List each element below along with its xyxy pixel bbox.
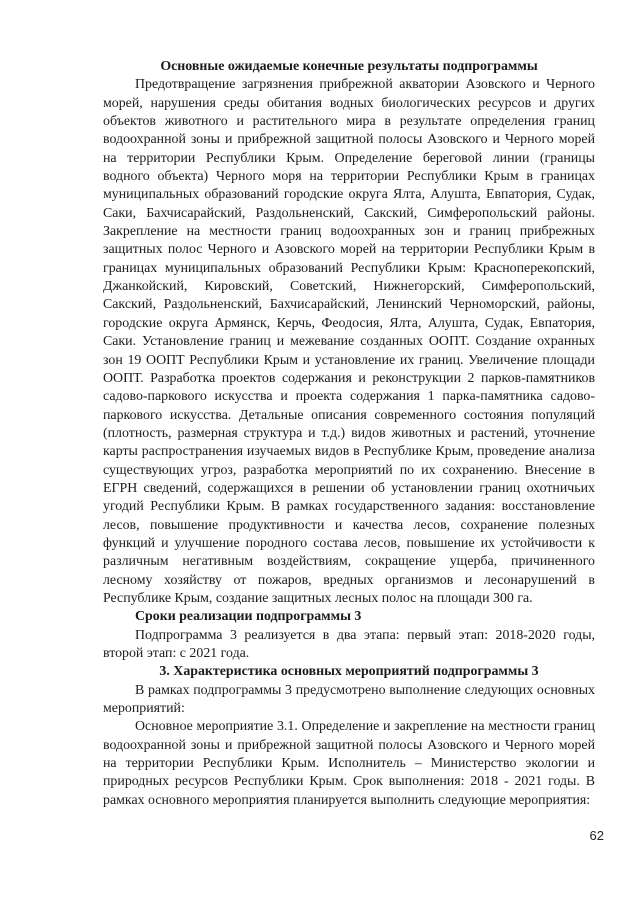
heading-expected-results: Основные ожидаемые конечные результаты подпрограммы (160, 59, 538, 74)
page-text (103, 58, 595, 810)
paragraph-expected-results: Предотвращение загрязнения прибрежной акватории Азовского и Черного морей, нарушения среды обитания водных биологических ресурсов и других объектов животного и растительного мира в результате определения границ водоохранной зоны и прибрежной защитной полосы Азовского и Черного морей на территории Республики Крым. Определение береговой линии (границы водного объекта) Черного моря на территории Республики Крым в границах муниципальных образований городские округа Ялта, Алушта, Евпатория, Судак, Саки, Бахчисарайский, Раздольненский, Сакский, Симферопольский районы. Закрепление на местности границ водоохранных зон и границ прибрежных защитных полос Черного и Азовского морей на территории Республики Крым в границах муниципальных образований Республики Крым: Красноперекопский, Джанкойский, Кировский, Советский, Нижнегорский, Симферопольский, Сакский, Раздольненский, Бахчисарайский, Ленинский Черноморский, районы, городские округа Армянск, Керчь, Феодосия, Ялта, Алушта, Судак, Евпатория, Саки. Установление границ и межевание созданных ООПТ. Создание охранных зон 19 ООПТ Республики Крым и установление их границ. Увеличение площади ООПТ. Разработка проектов содержания и реконструкции 2 парков-памятников садово-паркового искусства и проекта содержания 1 парка-памятника садово-паркового искусства. Детальные описания современного состояния популяций (плотность, размерная структура и т.д.) видов животных и растений, уточнение карты распространения изучаемых видов в Республике Крым, проведение анализа существующих угроз, разработка мероприятий по их сохранению. Внесение в ЕГРН сведений, содержащихся в решении об установлении границ охотничьих угодий Республики Крым. В рамках государственного задания: восстановление лесов, повышение продуктивности и качества лесов, сохранение полезных функций и улучшение породного состава лесов, повышение их устойчивости к различным негативным воздействиям, сокращение ущерба, причиненного лесному хозяйству от пожаров, вредных организмов и лесонарушений в Республике Крым, создание защитных лесных полос на площади 300 га. (103, 77, 595, 606)
page-number: 62 (589, 828, 604, 843)
heading-main-measures: 3. Характеристика основных мероприятий подпрограммы 3 (159, 664, 539, 680)
paragraph-measure-3-1: Основное мероприятие 3.1. Определение и закрепление на местности границ водоохранной зоны и прибрежной защитной полосы Азовского и Черного морей на территории Республики Крым. Исполнитель – Министерство экологии и природных ресурсов Республики Крым. Срок выполнения: 2018 - 2021 годы. В рамках основного мероприятия планируется выполнить следующие мероприятия: (103, 719, 595, 808)
paragraph-measures-intro: В рамках подпрограммы 3 предусмотрено выполнение следующих основных мероприятий: (103, 682, 595, 717)
paragraph-implementation-terms: Подпрограмма 3 реализуется в два этапа: первый этап: 2018-2020 годы, второй этап: с 2021 года. (103, 627, 595, 661)
heading-implementation-terms: Сроки реализации подпрограммы 3 (135, 609, 362, 625)
